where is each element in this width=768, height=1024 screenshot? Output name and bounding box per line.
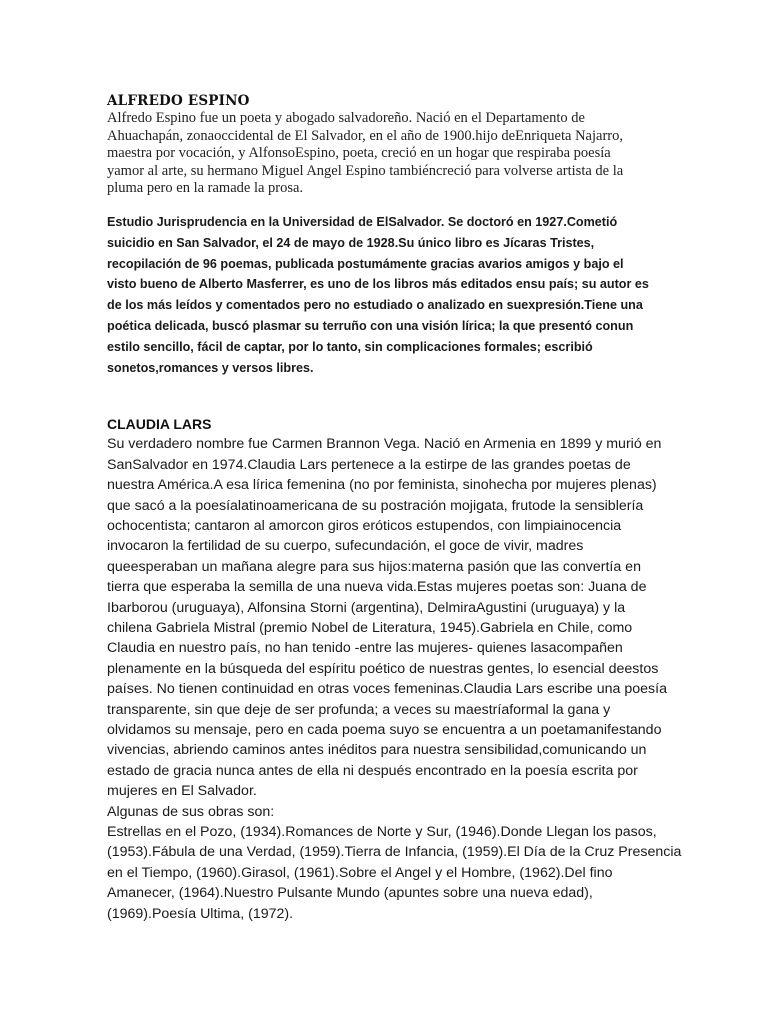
text-line: yamor al arte, su hermano Miguel Angel Espino tambiéncreció para volverse artista de la bbox=[107, 162, 624, 179]
text-line: maestra por vocación, y AlfonsoEspino, poeta, creció en un hogar que respiraba poesía bbox=[107, 145, 611, 162]
text-line: queesperaban un mañana alegre para sus hijos:materna pasión que las convertía en bbox=[107, 558, 641, 575]
text-line: estado de gracia nunca antes de ella ni después encontrado en la poesía escrita por bbox=[107, 762, 638, 779]
text-line: poética delicada, buscó plasmar su terruño con una visión lírica; la que presentó conun bbox=[107, 318, 634, 333]
works-list-line: en el Tiempo, (1960).Girasol, (1961).Sobre el Angel y el Hombre, (1962).Del fino bbox=[107, 864, 613, 881]
section-title-claudia-lars: CLAUDIA LARS bbox=[107, 416, 212, 433]
text-line: de los más leídos y comentados pero no estudiado o analizado en suexpresión.Tiene una bbox=[107, 298, 643, 313]
alfredo-espino-bold-paragraph bbox=[107, 212, 662, 378]
text-line: vivencias, abriendo caminos antes inéditos para nuestra sensibilidad,comunicando un bbox=[107, 742, 647, 759]
text-line: que sacó a la poesíalatinoamericana de su postración mojigata, frutode la sensiblería bbox=[107, 497, 644, 514]
works-list-line: Estrellas en el Pozo, (1934).Romances de Norte y Sur, (1946).Donde Llegan los pasos, bbox=[107, 824, 657, 841]
section-title-alfredo-espino: ALFREDO ESPINO bbox=[107, 93, 250, 109]
text-line: Ahuachapán, zonaoccidental de El Salvador, en el año de 1900.hijo deEnriqueta Najarro, bbox=[107, 127, 623, 144]
text-line: Claudia en nuestro país, no han tenido -entre las mujeres- quienes lasacompañen bbox=[107, 640, 623, 657]
text-line: invocaron la fertilidad de su cuerpo, sufecundación, el goce de vivir, madres bbox=[107, 538, 584, 555]
text-line: Estudio Jurisprudencia en la Universidad de ElSalvador. Se doctoró en 1927.Cometió bbox=[107, 214, 618, 229]
works-heading-line: Algunas de sus obras son: bbox=[107, 803, 275, 820]
text-line: estilo sencillo, fácil de captar, por lo tanto, sin complicaciones formales; escribió bbox=[107, 339, 593, 354]
claudia-lars-paragraph bbox=[107, 434, 682, 924]
alfredo-espino-intro-paragraph bbox=[107, 110, 662, 198]
text-line: visto bueno de Alberto Masferrer, es uno de los libros más editados ensu país; su autor es bbox=[107, 277, 649, 292]
text-line: Alfredo Espino fue un poeta y abogado salvadoreño. Nació en el Departamento de bbox=[107, 110, 585, 126]
text-line: pluma pero en la ramade la prosa. bbox=[107, 180, 304, 197]
text-line: transparente, sin que deje de ser profunda; a veces su maestríaformal la gana y bbox=[107, 701, 611, 718]
text-line: SanSalvador en 1974.Claudia Lars pertenece a la estirpe de las grandes poetas de bbox=[107, 456, 631, 473]
text-line: tierra que esperaba la semilla de una nueva vida.Estas mujeres poetas son: Juana de bbox=[107, 579, 647, 596]
document-page bbox=[107, 92, 682, 924]
text-line: nuestra América.A esa lírica femenina (no por feminista, sinohecha por mujeres plenas) bbox=[107, 477, 657, 494]
text-line: Ibarborou (uruguaya), Alfonsina Storni (argentina), DelmiraAgustini (uruguaya) y la bbox=[107, 599, 626, 616]
text-line: recopilación de 96 poemas, publicada postumámente gracias avarios amigos y bajo el bbox=[107, 256, 624, 271]
text-line: sonetos,romances y versos libres. bbox=[107, 360, 314, 375]
text-line: Su verdadero nombre fue Carmen Brannon Vega. Nació en Armenia en 1899 y murió en bbox=[107, 436, 662, 453]
text-line: países. No tienen continuidad en otras voces femeninas.Claudia Lars escribe una poesía bbox=[107, 681, 667, 698]
text-line: chilena Gabriela Mistral (premio Nobel de Literatura, 1945).Gabriela en Chile, como bbox=[107, 620, 633, 636]
works-list-line: (1953).Fábula de una Verdad, (1959).Tierra de Infancia, (1959).El Día de la Cruz Presencia bbox=[107, 844, 682, 861]
works-list-line: Amanecer, (1964).Nuestro Pulsante Mundo (apuntes sobre una nueva edad), bbox=[107, 885, 593, 902]
text-line: suicidio en San Salvador, el 24 de mayo de 1928.Su único libro es Jícaras Tristes, bbox=[107, 235, 595, 250]
text-line: mujeres en El Salvador. bbox=[107, 783, 257, 800]
works-list-line: (1969).Poesía Ultima, (1972). bbox=[107, 905, 294, 922]
text-line: ochocentista; cantaron al amorcon giros eróticos estupendos, con limpiainocencia bbox=[107, 517, 622, 534]
text-line: olvidamos su mensaje, pero en cada poema suyo se encuentra a un poetamanifestando bbox=[107, 722, 662, 739]
text-line: plenamente en la búsqueda del espíritu poético de nuestras gentes, lo esencial deestos bbox=[107, 660, 659, 677]
